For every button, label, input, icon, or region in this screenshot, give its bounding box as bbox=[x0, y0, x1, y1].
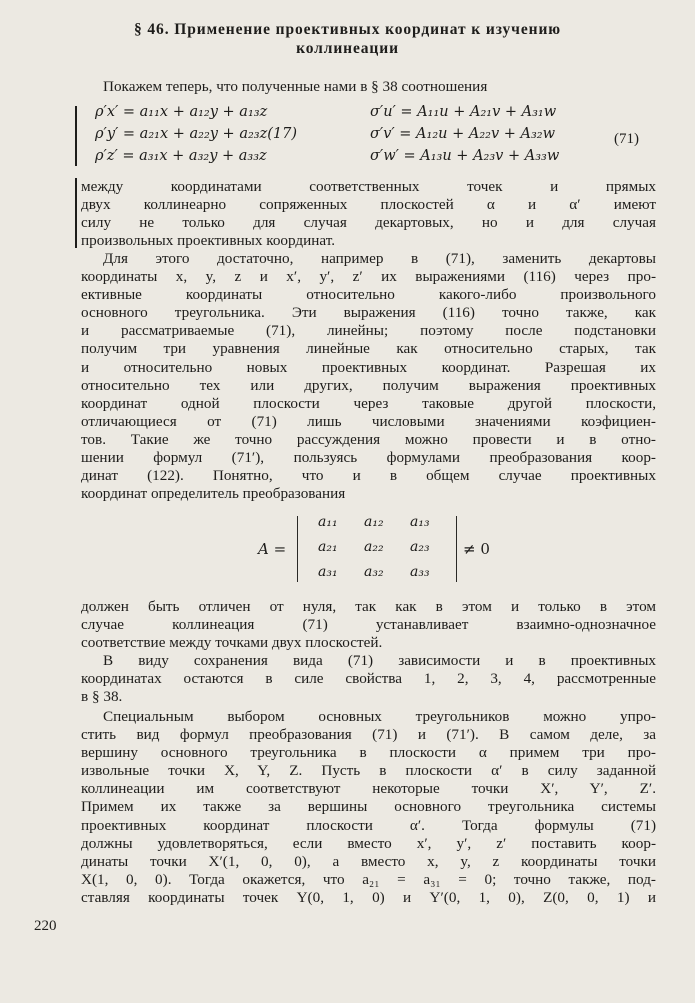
det-cell: a₃₁ bbox=[318, 564, 338, 580]
p5-line: вершину основного треугольника в плоскости α примем три про- bbox=[81, 744, 656, 762]
margin-bar-equations bbox=[75, 106, 77, 166]
p4-line: В виду сохранения вида (71) зависимости и в проективных bbox=[103, 652, 656, 669]
p3-line: случае коллинеация (71) устанавливает взаимно-однозначное bbox=[81, 616, 656, 634]
det-cell: a₁₃ bbox=[410, 514, 430, 530]
p2-line: тов. Такие же точно рассуждения можно провести и в отно- bbox=[81, 430, 656, 448]
det-cell: a₂₁ bbox=[318, 539, 338, 555]
det-cell: a₁₁ bbox=[318, 514, 338, 530]
det-cell: a₃₂ bbox=[364, 564, 384, 580]
p1-line: произвольных проективных координат. bbox=[81, 232, 336, 250]
equation-right-3: σ′w′ = A₁₃u + A₂₃v + A₃₃w bbox=[370, 148, 560, 164]
det-cell: a₂₂ bbox=[364, 539, 384, 555]
p5-line: стить вид формул преобразования (71) и (71′). В самом деле, за bbox=[81, 726, 656, 744]
paragraph-2 bbox=[81, 250, 656, 503]
equation-left-1: ρ′x′ = a₁₁x + a₁₂y + a₁₃z bbox=[95, 104, 268, 120]
paragraph-4 bbox=[81, 652, 656, 706]
p5-line: должны удовлетворяться, если вместо x′, y′, z′ поставить коор- bbox=[81, 834, 656, 852]
p2-line: координат определитель преобразования bbox=[81, 485, 346, 503]
paragraph-5 bbox=[81, 708, 656, 907]
p2-line: шении формул (71′), пользуясь формулами преобразования коор- bbox=[81, 449, 656, 467]
equation-left-2: ρ′y′ = a₂₁x + a₂₂y + a₂₃z(17) bbox=[95, 126, 297, 142]
p1-line: между координатами соответственных точек и прямых bbox=[81, 178, 656, 195]
determinant-left-bar bbox=[297, 516, 298, 582]
p2-line: отличающиеся от (71) лишь числовыми значениями коэфициен- bbox=[81, 412, 656, 430]
section-title bbox=[40, 20, 655, 58]
p2-line: динат (122). Понятно, что и в общем случае проективных bbox=[81, 467, 656, 485]
p3-line: соответствие между точками двух плоскостей. bbox=[81, 634, 383, 652]
determinant-right-bar bbox=[456, 516, 457, 582]
det-cell: a₁₂ bbox=[364, 514, 384, 530]
p4-line: в § 38. bbox=[81, 688, 123, 706]
paragraph-3 bbox=[81, 598, 656, 652]
determinant-relation: ≠ 0 bbox=[463, 540, 490, 558]
p5-line: Специальным выбором основных треугольников можно упро- bbox=[103, 708, 656, 725]
p5-line: коллинеации им соответствуют некоторые точки X′, Y′, Z′. bbox=[81, 780, 656, 798]
det-cell: a₃₃ bbox=[410, 564, 430, 580]
page-number: 220 bbox=[34, 918, 57, 934]
equation-right-2: σ′v′ = A₁₂u + A₂₂v + A₃₂w bbox=[370, 126, 556, 142]
equation-right-1: σ′u′ = A₁₁u + A₂₁v + A₃₁w bbox=[370, 104, 557, 120]
p2-line: относительно тех или других, получим выражения проективных bbox=[81, 376, 656, 394]
intro-line: Покажем теперь, что полученные нами в § 38 соотношения bbox=[103, 78, 488, 95]
p2-line: Для этого достаточно, например в (71), заменить декартовы bbox=[103, 250, 656, 267]
p2-line: и рассматриваемые (71), линейны; поэтому после подстановки bbox=[81, 322, 656, 340]
section-title-line-1: § 46. Применение проективных координат к изучению bbox=[133, 21, 562, 38]
p2-line: и относительно новых проективных координат. Разрешая их bbox=[81, 358, 656, 376]
p2-line: координат одной плоскости через таковые другой плоскости, bbox=[81, 394, 656, 412]
determinant-label: A = bbox=[258, 540, 287, 558]
p5-line: Примем их также за вершины основного треугольника системы bbox=[81, 798, 656, 816]
p3-line: должен быть отличен от нуля, так как в этом и только в этом bbox=[81, 598, 656, 615]
p5-line: проективных координат плоскости α′. Тогда формулы (71) bbox=[81, 816, 656, 834]
p5-line: X(1, 0, 0). Тогда окажется, что a₂₁ = a₃₁ = 0; точно также, под- bbox=[81, 870, 656, 888]
margin-bar-paragraph bbox=[75, 178, 77, 248]
p1-line: силу не только для случая декартовых, но и для случая bbox=[81, 214, 656, 232]
p2-line: ективные координаты относительно какого-либо произвольного bbox=[81, 286, 656, 304]
p2-line: получим три уравнения линейные как относительно старых, так bbox=[81, 340, 656, 358]
p5-line: ставляя координаты точек Y(0, 1, 0) и Y′(0, 1, 0), Z(0, 0, 1) и bbox=[81, 888, 656, 906]
det-cell: a₂₃ bbox=[410, 539, 430, 555]
equation-number: (71) bbox=[614, 131, 639, 147]
equation-left-3: ρ′z′ = a₃₁x + a₃₂y + a₃₃z bbox=[95, 148, 267, 164]
p4-line: координатах остаются в силе свойства 1, 2, 3, 4, рассмотренные bbox=[81, 670, 656, 688]
section-title-line-2: коллинеации bbox=[296, 40, 399, 57]
p2-line: координаты x, y, z и x′, y′, z′ их выражениями (116) через про- bbox=[81, 268, 656, 286]
paragraph-1 bbox=[81, 178, 656, 250]
p2-line: основного треугольника. Эти выражения (116) точно также, как bbox=[81, 304, 656, 322]
p5-line: извольные точки X, Y, Z. Пусть в плоскости α′ в силу заданной bbox=[81, 762, 656, 780]
p5-line: динаты точки X′(1, 0, 0), а вместо x, y, z координаты точки bbox=[81, 852, 656, 870]
p1-line: двух коллинеарно сопряженных плоскостей α и α′ имеют bbox=[81, 196, 656, 214]
